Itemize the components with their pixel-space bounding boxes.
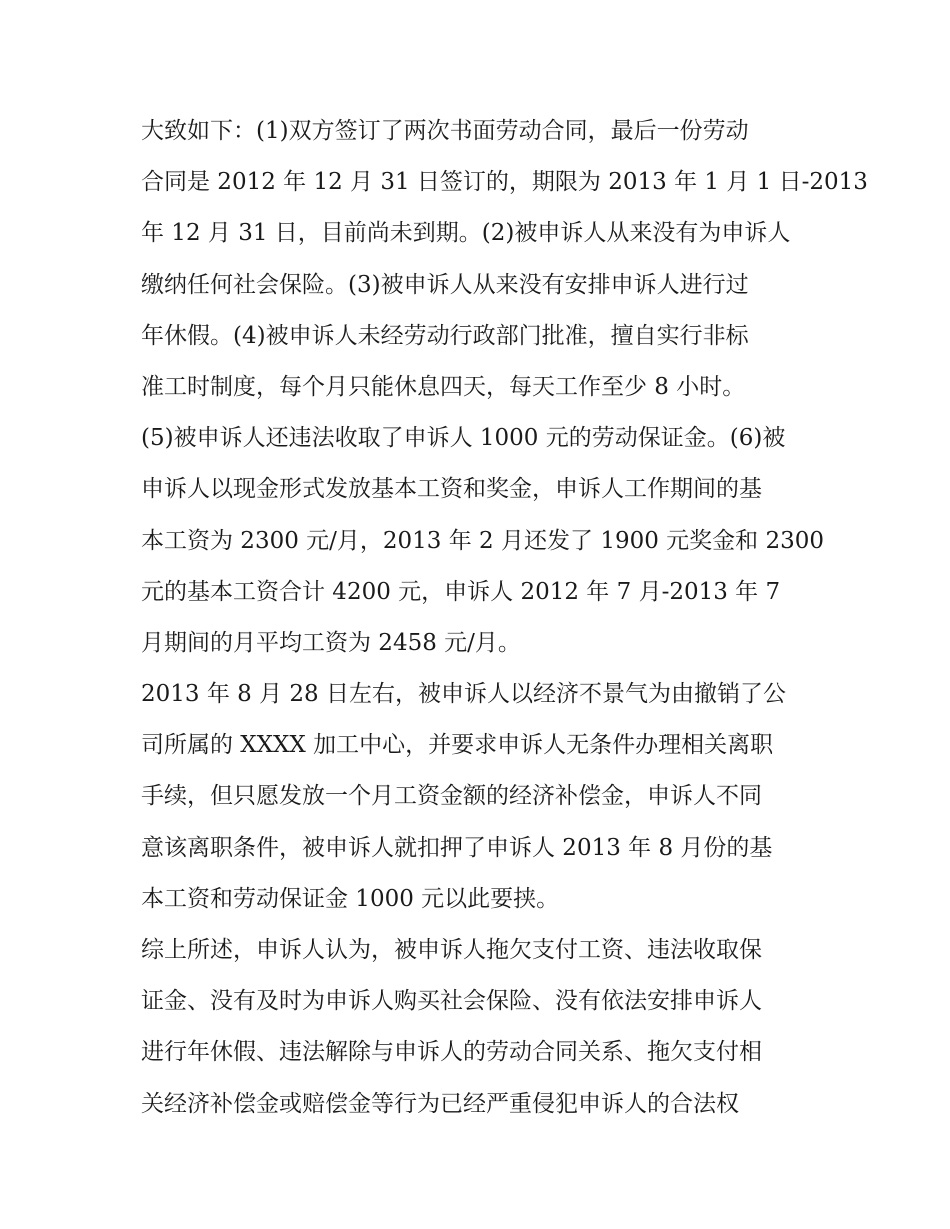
text-line: 2013 年 8 月 28 日左右，被申诉人以经济不景气为由撤销了公 [141,681,786,708]
text-line: 大致如下：(1)双方签订了两次书面劳动合同，最后一份劳动 [141,118,749,144]
text-line: 年休假。(4)被申诉人未经劳动行政部门批准，擅自实行非标 [141,322,749,349]
text-line: 合同是 2012 年 12 月 31 日签订的，期限为 2013 年 1 月 1 日-2013 [141,169,868,196]
text-line: 意该离职条件，被申诉人就扣押了申诉人 2013 年 8 月份的基 [141,834,773,861]
text-line: 元的基本工资合计 4200 元，申诉人 2012 年 7 月-2013 年 7 [141,578,781,605]
text-line: 证金、没有及时为申诉人购买社会保险、没有依法安排申诉人 [141,988,762,1015]
text-line: 进行年休假、违法解除与申诉人的劳动合同关系、拖欠支付相 [141,1039,762,1066]
text-line: 司所属的 XXXX 加工中心，并要求申诉人无条件办理相关离职 [141,732,774,759]
text-line: 缴纳任何社会保险。(3)被申诉人从来没有安排申诉人进行过 [141,271,749,298]
text-line: (5)被申诉人还违法收取了申诉人 1000 元的劳动保证金。(6)被 [141,425,786,452]
text-line: 本工资为 2300 元/月，2013 年 2 月还发了 1900 元奖金和 2300 [141,527,825,554]
text-line: 准工时制度，每个月只能休息四天，每天工作至少 8 小时。 [141,373,746,400]
text-line: 本工资和劳动保证金 1000 元以此要挟。 [141,885,560,912]
text-line: 年 12 月 31 日，目前尚未到期。(2)被申诉人从来没有为申诉人 [141,220,791,247]
text-line: 申诉人以现金形式发放基本工资和奖金，申诉人工作期间的基 [141,476,762,503]
text-line: 关经济补偿金或赔偿金等行为已经严重侵犯申诉人的合法权 [141,1090,739,1117]
document-body [141,106,868,1130]
text-line: 手续，但只愿发放一个月工资金额的经济补偿金，申诉人不同 [141,783,762,810]
text-line: 综上所述，申诉人认为，被申诉人拖欠支付工资、违法收取保 [141,937,762,963]
text-line: 月期间的月平均工资为 2458 元/月。 [141,629,521,656]
